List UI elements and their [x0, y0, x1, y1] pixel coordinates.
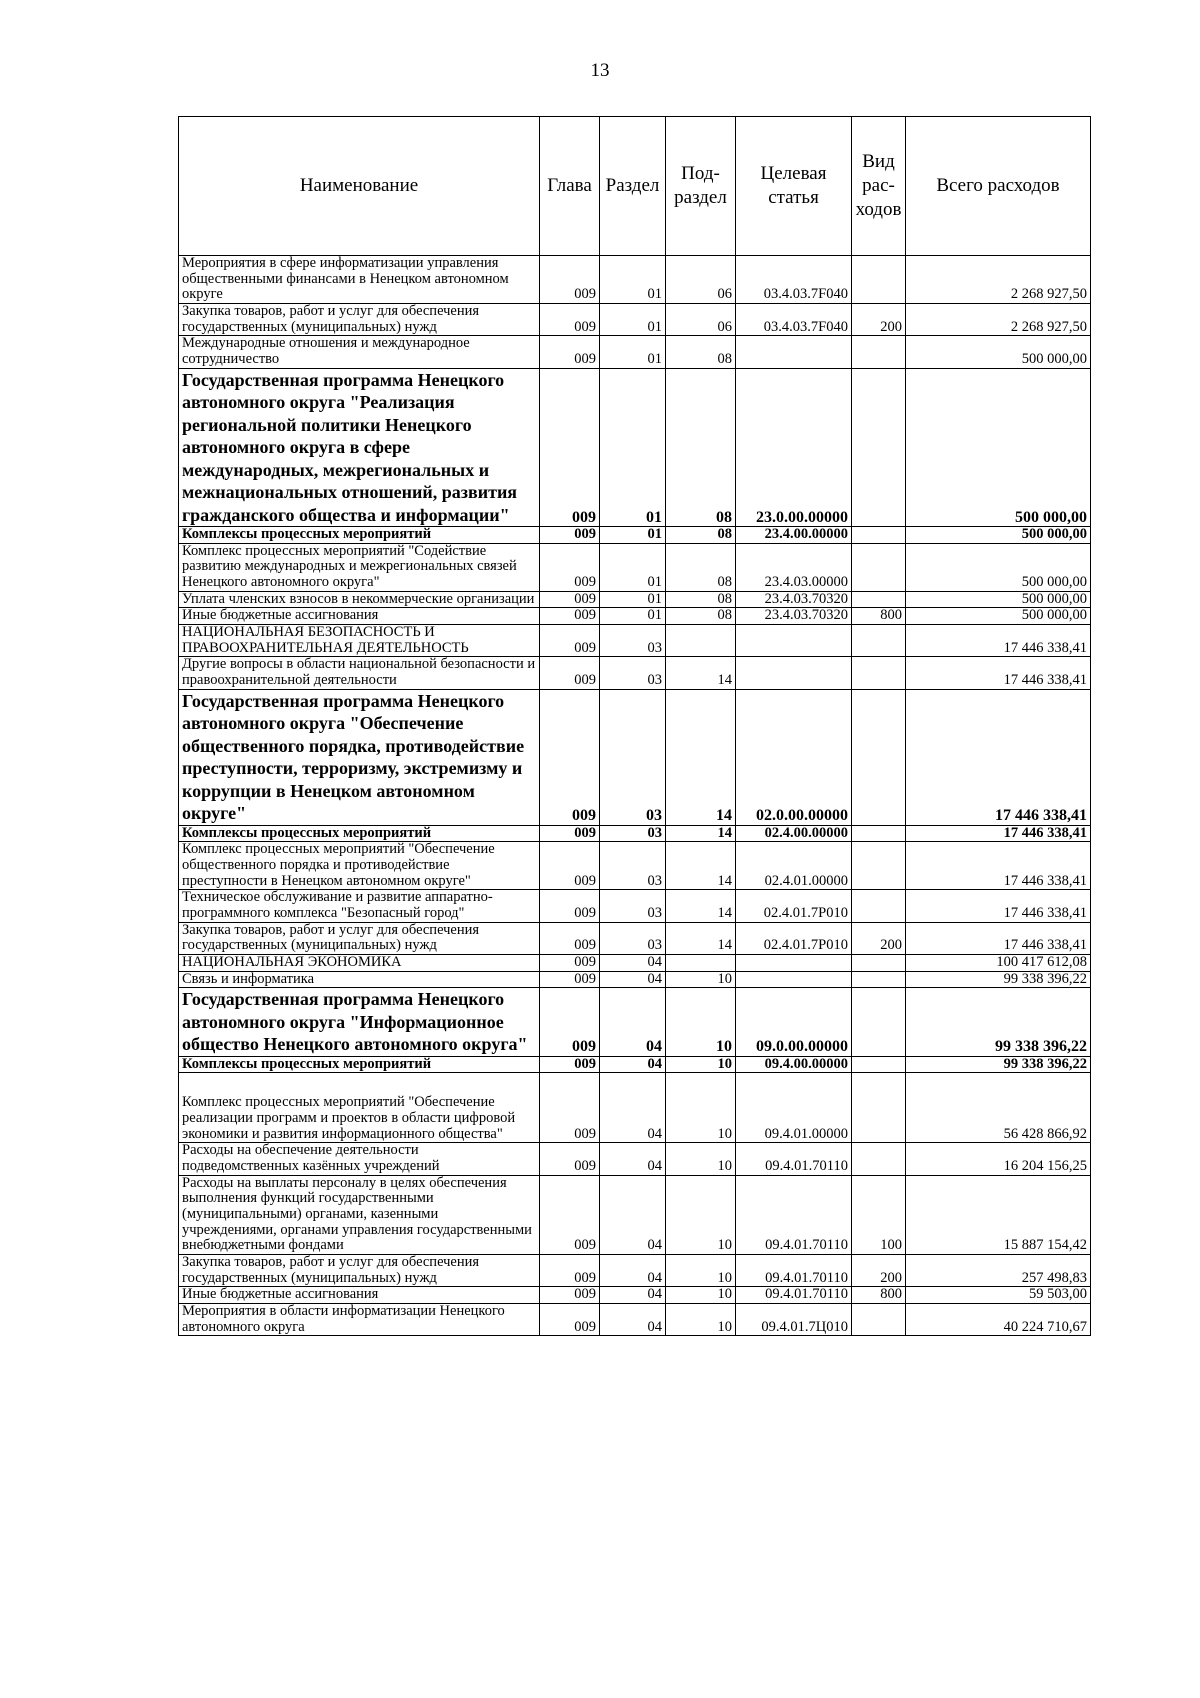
cell-podrazdel: 08	[666, 608, 736, 625]
page-number: 13	[590, 60, 610, 81]
cell-glava: 009	[540, 527, 600, 544]
cell-podrazdel: 06	[666, 303, 736, 335]
cell-glava: 009	[540, 922, 600, 954]
cell-total: 500 000,00	[906, 608, 1091, 625]
cell-vid	[852, 256, 906, 304]
cell-razdel: 04	[600, 1175, 666, 1254]
cell-vid	[852, 954, 906, 971]
cell-razdel: 03	[600, 890, 666, 922]
cell-glava: 009	[540, 842, 600, 890]
table-header-row	[179, 117, 1091, 256]
cell-total: 500 000,00	[906, 336, 1091, 368]
cell-name: Закупка товаров, работ и услуг для обеспечения государственных (муниципальных) нужд	[179, 922, 540, 954]
cell-total: 500 000,00	[906, 591, 1091, 608]
cell-name: Комплекс процессных мероприятий "Обеспечение общественного порядка и противодействие преступности в Ненецком автономном округе"	[179, 842, 540, 890]
cell-total: 15 887 154,42	[906, 1175, 1091, 1254]
cell-glava: 009	[540, 1175, 600, 1254]
cell-name: Комплексы процессных мероприятий	[179, 527, 540, 544]
cell-total: 40 224 710,67	[906, 1303, 1091, 1335]
cell-name: Техническое обслуживание и развитие аппаратно-программного комплекса "Безопасный город"	[179, 890, 540, 922]
cell-name: Иные бюджетные ассигнования	[179, 608, 540, 625]
cell-razdel: 03	[600, 922, 666, 954]
cell-podrazdel: 10	[666, 1143, 736, 1175]
cell-podrazdel: 10	[666, 1175, 736, 1254]
header-razdel: Раздел	[600, 117, 666, 256]
cell-glava: 009	[540, 689, 600, 825]
table-row-program	[179, 689, 1091, 825]
cell-razdel: 04	[600, 1303, 666, 1335]
cell-razdel: 01	[600, 527, 666, 544]
cell-vid	[852, 1056, 906, 1073]
cell-podrazdel: 14	[666, 842, 736, 890]
cell-name: Иные бюджетные ассигнования	[179, 1287, 540, 1304]
cell-name: Расходы на обеспечение деятельности подведомственных казённых учреждений	[179, 1143, 540, 1175]
table-row-program	[179, 988, 1091, 1057]
cell-total: 17 446 338,41	[906, 657, 1091, 689]
cell-vid: 200	[852, 1254, 906, 1286]
cell-total: 100 417 612,08	[906, 954, 1091, 971]
cell-podrazdel: 10	[666, 1056, 736, 1073]
cell-total: 59 503,00	[906, 1287, 1091, 1304]
cell-name: Комплекс процессных мероприятий "Содействие развитию международных и межрегиональных связей Ненецкого автономного округа"	[179, 543, 540, 591]
cell-celevaya: 23.0.00.00000	[736, 368, 852, 527]
cell-podrazdel: 14	[666, 890, 736, 922]
cell-name: Государственная программа Ненецкого автономного округа "Обеспечение общественного порядка, противодействие преступности, терроризму, экстремизму и коррупции в Ненецком автономном округе"	[179, 689, 540, 825]
table-row	[179, 336, 1091, 368]
cell-glava: 009	[540, 657, 600, 689]
cell-glava: 009	[540, 1143, 600, 1175]
cell-vid	[852, 591, 906, 608]
cell-vid: 800	[852, 608, 906, 625]
table-row-complex	[179, 825, 1091, 842]
cell-total: 500 000,00	[906, 527, 1091, 544]
cell-podrazdel: 10	[666, 1073, 736, 1143]
cell-vid	[852, 368, 906, 527]
cell-glava: 009	[540, 825, 600, 842]
cell-razdel: 03	[600, 657, 666, 689]
cell-total: 17 446 338,41	[906, 825, 1091, 842]
cell-razdel: 04	[600, 1287, 666, 1304]
cell-glava: 009	[540, 625, 600, 657]
table-row	[179, 303, 1091, 335]
cell-razdel: 01	[600, 336, 666, 368]
cell-glava: 009	[540, 543, 600, 591]
cell-vid	[852, 1073, 906, 1143]
cell-glava: 009	[540, 1254, 600, 1286]
cell-razdel: 04	[600, 1254, 666, 1286]
cell-podrazdel: 10	[666, 988, 736, 1057]
cell-total: 56 428 866,92	[906, 1073, 1091, 1143]
cell-celevaya: 02.0.00.00000	[736, 689, 852, 825]
cell-celevaya: 09.4.01.70110	[736, 1143, 852, 1175]
cell-vid: 200	[852, 922, 906, 954]
cell-total: 99 338 396,22	[906, 971, 1091, 988]
cell-razdel: 04	[600, 988, 666, 1057]
cell-vid	[852, 336, 906, 368]
cell-name: Мероприятия в области информатизации Ненецкого автономного округа	[179, 1303, 540, 1335]
table-row-program	[179, 368, 1091, 527]
table-row	[179, 591, 1091, 608]
cell-podrazdel: 10	[666, 1254, 736, 1286]
cell-vid	[852, 543, 906, 591]
cell-podrazdel: 08	[666, 591, 736, 608]
header-glava: Глава	[540, 117, 600, 256]
table-row	[179, 256, 1091, 304]
cell-name: Комплексы процессных мероприятий	[179, 825, 540, 842]
cell-total: 500 000,00	[906, 368, 1091, 527]
cell-glava: 009	[540, 1303, 600, 1335]
cell-razdel: 01	[600, 608, 666, 625]
cell-vid	[852, 1303, 906, 1335]
cell-celevaya: 23.4.00.00000	[736, 527, 852, 544]
cell-total: 2 268 927,50	[906, 303, 1091, 335]
cell-glava: 009	[540, 368, 600, 527]
cell-celevaya: 09.0.00.00000	[736, 988, 852, 1057]
cell-celevaya	[736, 625, 852, 657]
cell-celevaya: 09.4.01.7Ц010	[736, 1303, 852, 1335]
header-total: Всего расходов	[906, 117, 1091, 256]
cell-glava: 009	[540, 256, 600, 304]
cell-razdel: 03	[600, 842, 666, 890]
cell-name: НАЦИОНАЛЬНАЯ ЭКОНОМИКА	[179, 954, 540, 971]
cell-glava: 009	[540, 591, 600, 608]
table-row	[179, 1287, 1091, 1304]
cell-total: 257 498,83	[906, 1254, 1091, 1286]
table-row	[179, 625, 1091, 657]
cell-celevaya: 23.4.03.70320	[736, 591, 852, 608]
cell-razdel: 01	[600, 368, 666, 527]
table-row	[179, 954, 1091, 971]
cell-celevaya	[736, 657, 852, 689]
cell-total: 99 338 396,22	[906, 988, 1091, 1057]
cell-celevaya: 03.4.03.7F040	[736, 256, 852, 304]
cell-glava: 009	[540, 971, 600, 988]
cell-podrazdel: 14	[666, 657, 736, 689]
cell-glava: 009	[540, 1287, 600, 1304]
cell-razdel: 03	[600, 825, 666, 842]
cell-name: НАЦИОНАЛЬНАЯ БЕЗОПАСНОСТЬ И ПРАВООХРАНИТЕЛЬНАЯ ДЕЯТЕЛЬНОСТЬ	[179, 625, 540, 657]
cell-razdel: 03	[600, 625, 666, 657]
cell-glava: 009	[540, 303, 600, 335]
cell-name: Другие вопросы в области национальной безопасности и правоохранительной деятельности	[179, 657, 540, 689]
cell-podrazdel	[666, 954, 736, 971]
cell-glava: 009	[540, 890, 600, 922]
cell-celevaya: 23.4.03.70320	[736, 608, 852, 625]
cell-total: 17 446 338,41	[906, 625, 1091, 657]
cell-celevaya: 02.4.00.00000	[736, 825, 852, 842]
cell-name: Расходы на выплаты персоналу в целях обеспечения выполнения функций государственными (муниципальными) органами, казенными учреждениями, органами управления государственными внебюджетными фондами	[179, 1175, 540, 1254]
cell-podrazdel: 10	[666, 1287, 736, 1304]
table-row-complex	[179, 527, 1091, 544]
cell-name: Уплата членских взносов в некоммерческие организации	[179, 591, 540, 608]
cell-vid: 100	[852, 1175, 906, 1254]
cell-total: 99 338 396,22	[906, 1056, 1091, 1073]
cell-celevaya: 02.4.01.7P010	[736, 890, 852, 922]
cell-vid	[852, 1143, 906, 1175]
cell-vid	[852, 988, 906, 1057]
cell-glava: 009	[540, 1073, 600, 1143]
table-row-complex	[179, 1056, 1091, 1073]
cell-glava: 009	[540, 988, 600, 1057]
cell-razdel: 04	[600, 1056, 666, 1073]
cell-vid	[852, 971, 906, 988]
cell-glava: 009	[540, 608, 600, 625]
budget-table	[178, 116, 1091, 1336]
table-row	[179, 890, 1091, 922]
cell-celevaya	[736, 954, 852, 971]
cell-name: Комплекс процессных мероприятий "Обеспечение реализации программ и проектов в области цифровой экономики и развития информационного общества"	[179, 1073, 540, 1143]
cell-celevaya: 02.4.01.7P010	[736, 922, 852, 954]
table-row	[179, 971, 1091, 988]
cell-total: 17 446 338,41	[906, 922, 1091, 954]
cell-celevaya: 09.4.01.70110	[736, 1287, 852, 1304]
cell-vid	[852, 842, 906, 890]
cell-name: Закупка товаров, работ и услуг для обеспечения государственных (муниципальных) нужд	[179, 1254, 540, 1286]
cell-name: Комплексы процессных мероприятий	[179, 1056, 540, 1073]
cell-name: Международные отношения и международное сотрудничество	[179, 336, 540, 368]
cell-vid: 200	[852, 303, 906, 335]
cell-vid	[852, 689, 906, 825]
cell-podrazdel: 10	[666, 971, 736, 988]
table-row	[179, 922, 1091, 954]
cell-vid: 800	[852, 1287, 906, 1304]
cell-razdel: 04	[600, 1143, 666, 1175]
cell-celevaya: 09.4.01.70110	[736, 1175, 852, 1254]
cell-podrazdel: 08	[666, 527, 736, 544]
cell-vid	[852, 625, 906, 657]
table-row	[179, 1303, 1091, 1335]
cell-razdel: 01	[600, 591, 666, 608]
cell-vid	[852, 657, 906, 689]
table-row	[179, 657, 1091, 689]
header-vid: Вид рас-ходов	[852, 117, 906, 256]
table-row	[179, 1175, 1091, 1254]
cell-total: 2 268 927,50	[906, 256, 1091, 304]
cell-vid	[852, 825, 906, 842]
table-row	[179, 842, 1091, 890]
cell-podrazdel: 08	[666, 543, 736, 591]
cell-podrazdel: 14	[666, 922, 736, 954]
table-row	[179, 1254, 1091, 1286]
cell-razdel: 04	[600, 1073, 666, 1143]
table-row	[179, 543, 1091, 591]
cell-celevaya: 23.4.03.00000	[736, 543, 852, 591]
cell-razdel: 01	[600, 303, 666, 335]
cell-podrazdel: 10	[666, 1303, 736, 1335]
cell-glava: 009	[540, 1056, 600, 1073]
cell-name: Связь и информатика	[179, 971, 540, 988]
cell-podrazdel: 08	[666, 368, 736, 527]
cell-name: Государственная программа Ненецкого автономного округа "Реализация региональной политики Ненецкого автономного округа в сфере международных, межрегиональных и межнациональных отношений, развития гражданского общества и информации"	[179, 368, 540, 527]
table-row	[179, 1073, 1091, 1143]
cell-total: 17 446 338,41	[906, 689, 1091, 825]
cell-razdel: 01	[600, 543, 666, 591]
cell-podrazdel: 14	[666, 825, 736, 842]
cell-podrazdel: 14	[666, 689, 736, 825]
cell-razdel: 03	[600, 689, 666, 825]
cell-razdel: 01	[600, 256, 666, 304]
cell-razdel: 04	[600, 954, 666, 971]
cell-celevaya: 09.4.00.00000	[736, 1056, 852, 1073]
cell-name: Мероприятия в сфере информатизации управления общественными финансами в Ненецком автономном округе	[179, 256, 540, 304]
cell-podrazdel	[666, 625, 736, 657]
cell-vid	[852, 890, 906, 922]
cell-total: 500 000,00	[906, 543, 1091, 591]
header-podrazdel: Под-раздел	[666, 117, 736, 256]
cell-podrazdel: 06	[666, 256, 736, 304]
table-row	[179, 608, 1091, 625]
header-celevaya: Целевая статья	[736, 117, 852, 256]
cell-glava: 009	[540, 954, 600, 971]
cell-podrazdel: 08	[666, 336, 736, 368]
cell-celevaya: 02.4.01.00000	[736, 842, 852, 890]
cell-celevaya	[736, 971, 852, 988]
table-row	[179, 1143, 1091, 1175]
cell-celevaya: 03.4.03.7F040	[736, 303, 852, 335]
cell-celevaya: 09.4.01.00000	[736, 1073, 852, 1143]
cell-vid	[852, 527, 906, 544]
cell-name: Закупка товаров, работ и услуг для обеспечения государственных (муниципальных) нужд	[179, 303, 540, 335]
header-name: Наименование	[179, 117, 540, 256]
cell-celevaya	[736, 336, 852, 368]
cell-total: 17 446 338,41	[906, 842, 1091, 890]
cell-razdel: 04	[600, 971, 666, 988]
cell-name: Государственная программа Ненецкого автономного округа "Информационное общество Ненецкого автономного округа"	[179, 988, 540, 1057]
cell-glava: 009	[540, 336, 600, 368]
cell-total: 17 446 338,41	[906, 890, 1091, 922]
cell-celevaya: 09.4.01.70110	[736, 1254, 852, 1286]
cell-total: 16 204 156,25	[906, 1143, 1091, 1175]
